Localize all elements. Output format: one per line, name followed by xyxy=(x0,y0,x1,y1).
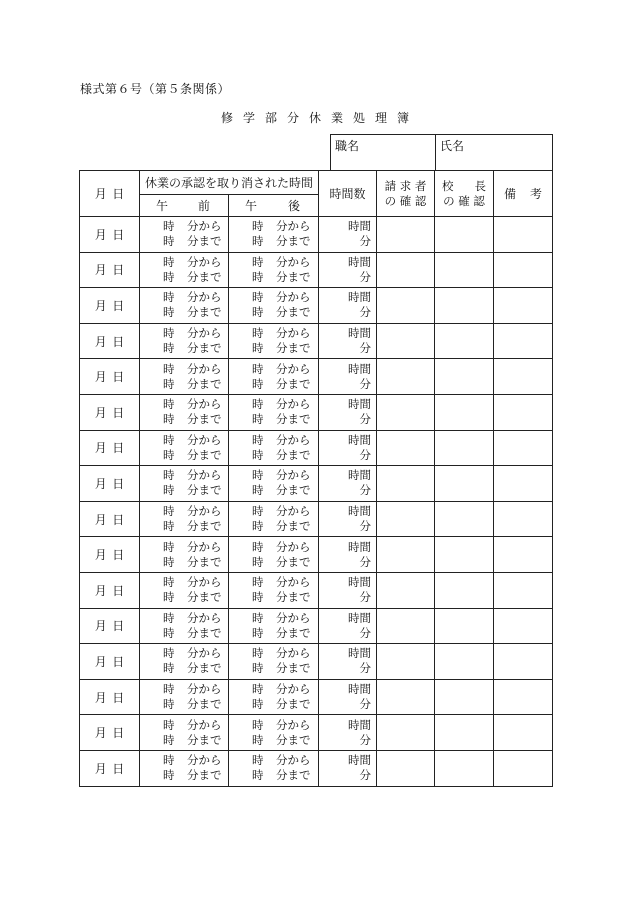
principal-confirm-cell[interactable] xyxy=(435,572,494,608)
hours-cell[interactable]: 時間 分 xyxy=(319,288,377,324)
principal-confirm-cell[interactable] xyxy=(435,750,494,786)
record-row xyxy=(80,288,553,324)
principal-confirm-cell[interactable] xyxy=(435,323,494,359)
date-cell[interactable]: 月 日 xyxy=(80,608,140,644)
record-row xyxy=(80,359,553,395)
date-cell[interactable]: 月 日 xyxy=(80,750,140,786)
pm-time-cell[interactable]: 時 分から 時 分まで xyxy=(229,252,319,288)
pm-time-cell[interactable]: 時 分から 時 分まで xyxy=(229,679,319,715)
date-cell[interactable]: 月 日 xyxy=(80,359,140,395)
hours-cell[interactable]: 時間 分 xyxy=(319,537,377,573)
position-label: 職名 xyxy=(335,139,360,153)
requester-confirm-cell[interactable] xyxy=(377,466,435,502)
hours-cell[interactable]: 時間 分 xyxy=(319,466,377,502)
header-date: 月 日 xyxy=(80,171,140,217)
remarks-cell[interactable] xyxy=(494,323,553,359)
date-cell[interactable]: 月 日 xyxy=(80,288,140,324)
leave-record-table xyxy=(79,170,553,787)
record-row xyxy=(80,644,553,680)
remarks-cell[interactable] xyxy=(494,679,553,715)
requester-confirm-cell[interactable] xyxy=(377,359,435,395)
am-time-cell[interactable]: 時 分から 時 分まで xyxy=(140,608,229,644)
remarks-cell[interactable] xyxy=(494,608,553,644)
requester-confirm-cell[interactable] xyxy=(377,394,435,430)
hours-cell[interactable]: 時間 分 xyxy=(319,572,377,608)
pm-time-cell[interactable]: 時 分から 時 分まで xyxy=(229,323,319,359)
requester-confirm-cell[interactable] xyxy=(377,217,435,253)
remarks-cell[interactable] xyxy=(494,394,553,430)
record-row xyxy=(80,537,553,573)
requester-confirm-cell[interactable] xyxy=(377,501,435,537)
date-cell[interactable]: 月 日 xyxy=(80,644,140,680)
pm-time-cell[interactable]: 時 分から 時 分まで xyxy=(229,572,319,608)
header-remarks: 備 考 xyxy=(494,171,553,217)
principal-confirm-cell[interactable] xyxy=(435,608,494,644)
principal-confirm-cell[interactable] xyxy=(435,644,494,680)
remarks-cell[interactable] xyxy=(494,217,553,253)
requester-confirm-cell[interactable] xyxy=(377,288,435,324)
principal-confirm-cell[interactable] xyxy=(435,466,494,502)
pm-time-cell[interactable]: 時 分から 時 分まで xyxy=(229,394,319,430)
am-time-cell[interactable]: 時 分から 時 分まで xyxy=(140,252,229,288)
principal-confirm-cell[interactable] xyxy=(435,217,494,253)
requester-confirm-cell[interactable] xyxy=(377,608,435,644)
principal-confirm-cell[interactable] xyxy=(435,359,494,395)
pm-time-cell[interactable]: 時 分から 時 分まで xyxy=(229,715,319,751)
remarks-cell[interactable] xyxy=(494,537,553,573)
date-cell[interactable]: 月 日 xyxy=(80,394,140,430)
record-row xyxy=(80,323,553,359)
date-cell[interactable]: 月 日 xyxy=(80,430,140,466)
am-time-cell[interactable]: 時 分から 時 分まで xyxy=(140,217,229,253)
hours-cell[interactable]: 時間 分 xyxy=(319,750,377,786)
header-pm: 午 後 xyxy=(229,195,319,217)
pm-time-cell[interactable]: 時 分から 時 分まで xyxy=(229,466,319,502)
principal-confirm-cell[interactable] xyxy=(435,394,494,430)
requester-confirm-cell[interactable] xyxy=(377,323,435,359)
header-row xyxy=(80,171,553,195)
remarks-cell[interactable] xyxy=(494,430,553,466)
am-time-cell[interactable]: 時 分から 時 分まで xyxy=(140,679,229,715)
pm-time-cell[interactable]: 時 分から 時 分まで xyxy=(229,501,319,537)
principal-confirm-cell[interactable] xyxy=(435,501,494,537)
requester-confirm-cell[interactable] xyxy=(377,252,435,288)
name-label: 氏名 xyxy=(440,139,465,153)
pm-time-cell[interactable]: 時 分から 時 分まで xyxy=(229,430,319,466)
remarks-cell[interactable] xyxy=(494,466,553,502)
document-title: 修学部分休業処理簿 xyxy=(220,111,419,125)
hours-cell[interactable]: 時間 分 xyxy=(319,252,377,288)
hours-cell[interactable]: 時間 分 xyxy=(319,501,377,537)
record-row xyxy=(80,715,553,751)
hours-cell[interactable]: 時間 分 xyxy=(319,644,377,680)
principal-confirm-cell[interactable] xyxy=(435,715,494,751)
principal-confirm-cell[interactable] xyxy=(435,679,494,715)
remarks-cell[interactable] xyxy=(494,644,553,680)
date-cell[interactable]: 月 日 xyxy=(80,715,140,751)
pm-time-cell[interactable]: 時 分から 時 分まで xyxy=(229,644,319,680)
requester-confirm-cell[interactable] xyxy=(377,644,435,680)
pm-time-cell[interactable]: 時 分から 時 分まで xyxy=(229,608,319,644)
principal-confirm-cell[interactable] xyxy=(435,537,494,573)
requester-confirm-cell[interactable] xyxy=(377,572,435,608)
position-field[interactable] xyxy=(331,135,436,171)
am-time-cell[interactable]: 時 分から 時 分まで xyxy=(140,394,229,430)
hours-cell[interactable]: 時間 分 xyxy=(319,430,377,466)
record-row xyxy=(80,217,553,253)
am-time-cell[interactable]: 時 分から 時 分まで xyxy=(140,537,229,573)
date-cell[interactable]: 月 日 xyxy=(80,252,140,288)
am-time-cell[interactable]: 時 分から 時 分まで xyxy=(140,750,229,786)
principal-confirm-cell[interactable] xyxy=(435,288,494,324)
date-cell[interactable]: 月 日 xyxy=(80,466,140,502)
hours-cell[interactable]: 時間 分 xyxy=(319,715,377,751)
hours-cell[interactable]: 時間 分 xyxy=(319,217,377,253)
record-row xyxy=(80,572,553,608)
requester-confirm-cell[interactable] xyxy=(377,679,435,715)
remarks-cell[interactable] xyxy=(494,359,553,395)
principal-confirm-cell[interactable] xyxy=(435,252,494,288)
am-time-cell[interactable]: 時 分から 時 分まで xyxy=(140,466,229,502)
header-requester-confirm: 請 求 者 の 確 認 xyxy=(377,171,435,217)
hours-cell[interactable]: 時間 分 xyxy=(319,323,377,359)
header-hours: 時間数 xyxy=(319,171,377,217)
date-cell[interactable]: 月 日 xyxy=(80,572,140,608)
date-cell[interactable]: 月 日 xyxy=(80,323,140,359)
pm-time-cell[interactable]: 時 分から 時 分まで xyxy=(229,537,319,573)
am-time-cell[interactable]: 時 分から 時 分まで xyxy=(140,644,229,680)
record-row xyxy=(80,501,553,537)
record-row xyxy=(80,750,553,786)
record-rows xyxy=(80,217,553,787)
am-time-cell[interactable]: 時 分から 時 分まで xyxy=(140,323,229,359)
hours-cell[interactable]: 時間 分 xyxy=(319,608,377,644)
record-row xyxy=(80,394,553,430)
record-row xyxy=(80,466,553,502)
header-principal-confirm: 校 長 の 確 認 xyxy=(435,171,494,217)
hours-cell[interactable]: 時間 分 xyxy=(319,359,377,395)
principal-confirm-cell[interactable] xyxy=(435,430,494,466)
record-row xyxy=(80,430,553,466)
requester-confirm-cell[interactable] xyxy=(377,715,435,751)
am-time-cell[interactable]: 時 分から 時 分まで xyxy=(140,359,229,395)
date-cell[interactable]: 月 日 xyxy=(80,501,140,537)
pm-time-cell[interactable]: 時 分から 時 分まで xyxy=(229,750,319,786)
form-number-label: 様式第６号（第５条関係） xyxy=(80,82,231,96)
remarks-cell[interactable] xyxy=(494,252,553,288)
record-row xyxy=(80,679,553,715)
name-field[interactable] xyxy=(436,135,553,171)
date-cell[interactable]: 月 日 xyxy=(80,537,140,573)
requester-confirm-cell[interactable] xyxy=(377,537,435,573)
requester-confirm-cell[interactable] xyxy=(377,430,435,466)
remarks-cell[interactable] xyxy=(494,572,553,608)
record-row xyxy=(80,608,553,644)
header-am: 午 前 xyxy=(140,195,229,217)
am-time-cell[interactable]: 時 分から 時 分まで xyxy=(140,572,229,608)
hours-cell[interactable]: 時間 分 xyxy=(319,679,377,715)
am-time-cell[interactable]: 時 分から 時 分まで xyxy=(140,715,229,751)
record-row xyxy=(80,252,553,288)
remarks-cell[interactable] xyxy=(494,288,553,324)
date-cell[interactable]: 月 日 xyxy=(80,679,140,715)
date-cell[interactable]: 月 日 xyxy=(80,217,140,253)
pm-time-cell[interactable]: 時 分から 時 分まで xyxy=(229,359,319,395)
am-time-cell[interactable]: 時 分から 時 分まで xyxy=(140,501,229,537)
header-cancelled-time: 休業の承認を取り消された時間 xyxy=(140,171,319,195)
name-box xyxy=(330,134,553,171)
pm-time-cell[interactable]: 時 分から 時 分まで xyxy=(229,288,319,324)
remarks-cell[interactable] xyxy=(494,715,553,751)
am-time-cell[interactable]: 時 分から 時 分まで xyxy=(140,430,229,466)
remarks-cell[interactable] xyxy=(494,501,553,537)
hours-cell[interactable]: 時間 分 xyxy=(319,394,377,430)
requester-confirm-cell[interactable] xyxy=(377,750,435,786)
remarks-cell[interactable] xyxy=(494,750,553,786)
am-time-cell[interactable]: 時 分から 時 分まで xyxy=(140,288,229,324)
pm-time-cell[interactable]: 時 分から 時 分まで xyxy=(229,217,319,253)
